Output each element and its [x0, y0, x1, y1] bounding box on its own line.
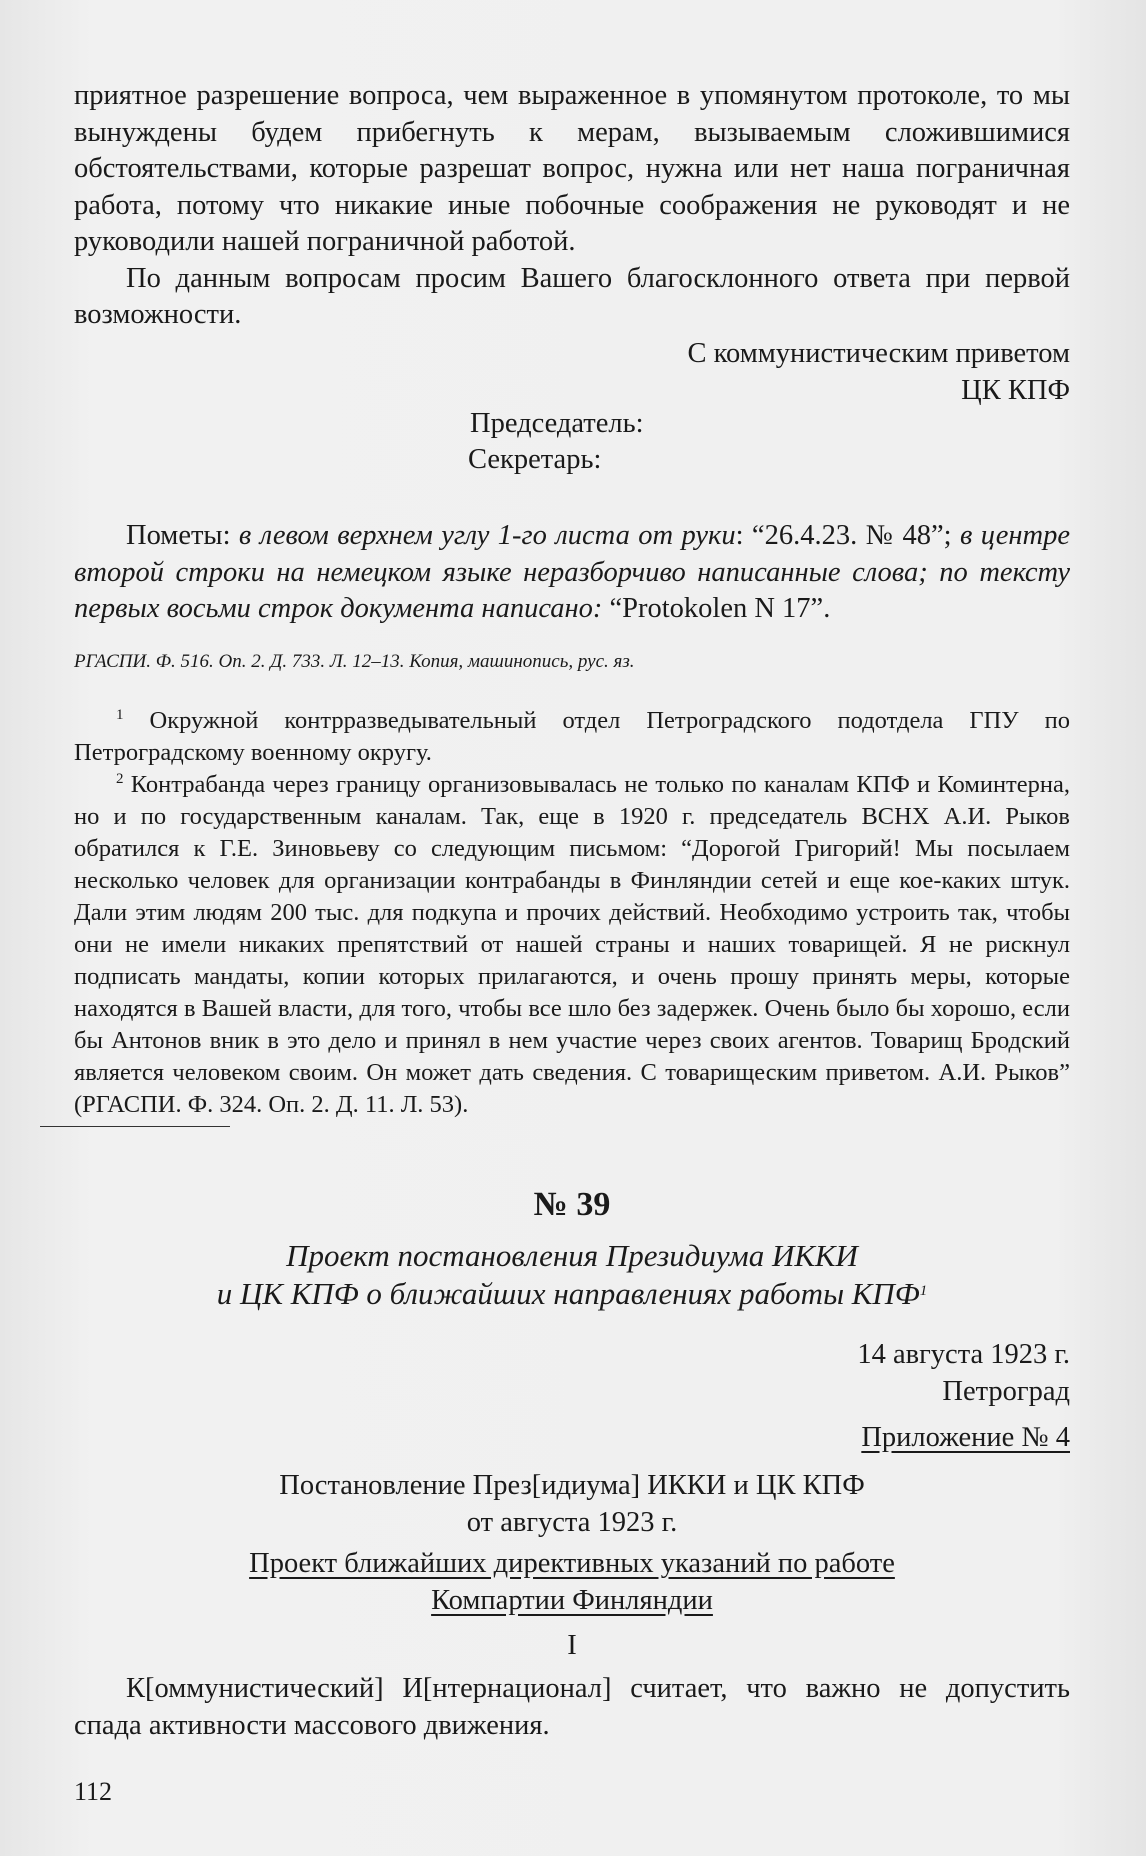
project-line-2: Компартии Финляндии	[431, 1584, 713, 1616]
section-heading	[74, 1628, 1070, 1665]
document-number: № 39	[533, 1186, 611, 1223]
organization: ЦК КПФ	[961, 374, 1070, 406]
title-line-2	[74, 1275, 1070, 1313]
title-line-1: Проект постановления Президиума ИККИ	[286, 1238, 858, 1273]
date-place	[74, 1337, 1070, 1410]
resolution-line-1: Постановление През[идиума] ИККИ и ЦК КПФ	[279, 1470, 865, 1501]
note-2: в центре второй строки на немецком языке неразборчиво написанные слова; по тексту первых восьми строк документа написано:	[74, 520, 1071, 624]
page-number: 112	[74, 1777, 113, 1806]
appendix	[74, 1420, 1070, 1457]
project-line-1: Проект ближайших директивных указаний по работе	[249, 1548, 895, 1579]
appendix-line	[74, 1420, 1070, 1457]
footnote-2-marker: 2	[116, 771, 124, 787]
document-title	[74, 1237, 1070, 1313]
document-date: 14 августа 1923 г.	[857, 1339, 1070, 1370]
paragraph-2: По данным вопросам просим Вашего благосклонного ответа при первой возможности.	[74, 262, 1070, 330]
footnote-1-text: Окружной контрразведывательный отдел Петроградского подотдела ГПУ по Петроградскому военному округу.	[74, 707, 1070, 766]
title-line-2-text: и ЦК КПФ о ближайших направлениях работы КПФ	[216, 1276, 920, 1311]
archive-reference	[74, 650, 1070, 674]
note-1: в левом верхнем углу 1-го листа от руки	[238, 520, 736, 551]
margin-mark	[40, 1126, 230, 1127]
signature-block	[74, 336, 1070, 409]
footnote-2-text: Контрабанда через границу организовывалась не только по каналам КПФ и Коминтерна, но и по государственным каналам. Так, еще в 1920 г. председатель ВСНХ А.И. Рыков обратился к Г.Е. Зиновьеву со следующим письмом: “Дорогой Григорий! Мы посылаем несколько человек для организации контрабанды в Финляндии сетей и еще кое-каких штук. Дали этим людям 200 тыс. для подкупа и прочих действий. Необходимо устроить так, чтобы они не имели никаких препятствий от нашей страны и наших товарищей. Я не рискнул подписать мандаты, копии которых прилагаются, и очень прошу принять меры, которые находятся в Вашей власти, для того, чтобы все шло без задержек. Очень было бы хорошо, если бы Антонов вник в это дело и принял в нем участие через своих агентов. Товарищ Бродский является человеком своим. Он может дать сведения. С товарищеским приветом. А.И. Рыков” (РГАСПИ. Ф. 324. Оп. 2. Д. 11. Л. 53).	[74, 771, 1070, 1118]
note-2-quote: “Protokolen N 17”.	[602, 593, 831, 624]
paragraph-1: приятное разрешение вопроса, чем выраженное в упомянутом протоколе, то мы вынуждены будем прибегнуть к мерам, вызываемым сложившимися обстоятельствами, которые разрешат вопрос, нужна или нет наша пограничная работа, потому что никакие иные побочные соображения не руководят и не руководили нашей пограничной работой.	[74, 80, 1070, 257]
secretary-label: Секретарь:	[468, 444, 602, 475]
notes-paragraph	[74, 518, 1070, 628]
document-place: Петроград	[942, 1375, 1070, 1407]
notes-label: Пометы:	[126, 520, 239, 551]
notes-block	[74, 518, 1070, 628]
resolution-line-2: от августа 1923 г.	[466, 1506, 678, 1538]
appendix-label: Приложение № 4	[861, 1422, 1070, 1453]
greeting: С коммунистическим приветом	[687, 338, 1070, 369]
section-number: I	[567, 1630, 577, 1661]
project-line-1-wrap	[74, 1546, 1070, 1583]
footnote-2	[74, 769, 1070, 1121]
final-paragraph	[74, 1671, 1070, 1744]
letter-body	[74, 78, 1070, 334]
resolution-heading	[74, 1468, 1070, 1541]
footnote-1	[74, 705, 1070, 769]
document-header	[74, 1186, 1070, 1224]
project-heading	[74, 1546, 1070, 1619]
project-line-2-wrap	[74, 1583, 1070, 1620]
footnote-1-marker: 1	[116, 707, 124, 723]
title-footnote-marker: 1	[919, 1283, 928, 1299]
note-1-quote: : “26.4.23. № 48”;	[735, 520, 960, 551]
last-paragraph: К[оммунистический] И[нтернационал] считает, что важно не допустить спада активности массового движения.	[74, 1673, 1070, 1741]
footnotes	[74, 705, 1070, 1121]
chairman-label: Председатель:	[470, 408, 644, 439]
archive-ref-text: РГАСПИ. Ф. 516. Оп. 2. Д. 733. Л. 12–13. Копия, машинопись, рус. яз.	[74, 651, 635, 672]
